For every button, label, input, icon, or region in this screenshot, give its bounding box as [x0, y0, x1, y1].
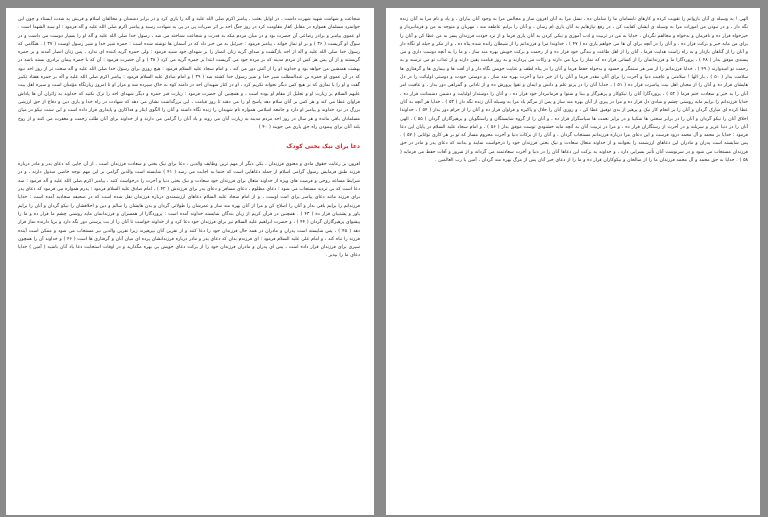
left-page: [6, 8, 374, 515]
left-page-paragraph-2: افزون بر رعایت حقوق مادی و معنوی فرزندان ، یکی دیگر از مهم ترین وظایف والدین ، دعا برای نیک بختی و سعادت فرزندان است . از آن جایی که دعای پدر و مادر درباره فرزند طبق فرمایش رسول گرامی اسلام از جمله دعاهایی است که حتما به اجابت می رسد ( ۴۱ ) شایسته است والدین گرامی بر این مهم توجه خاصی مبذول دارند ، و در شرایط مساعد روحی و فرصت های ویژه از خداوند متعال برای فرزندان خود سعادت و نیک بختی دنیا و آخرت را درخواست کنند ، پیامبر اکرم صلی الله علیه و آله فرمود : سه دعا است که بی تردید مستجاب می شود : دعای مظلوم ، دعای مسافر و دعای پدر برای فرزندش ( ۴۲ ) ، امام صادق علیه السلام فرمود : پدرم همواره می فرمود که دعای پدر برای فرزند مانند دعای پیامبر برای امت اوست ، و از امام سجاد علیه السلام دعاهای ارزشمندی درباره فرزندان نقل شده است که در صحیفه سجادیه آمده است : خدایا فرزندانم را برایم باقی بدار و آنان را اصلاح کن و مرا از آنان بهره مند ساز و عمرشان را طولانی گردان و بدن هایشان را سالم و دین و اخلاقشان را نیکو گردان و آنان را برایم یاور و پشتیبان قرار ده ( ۴۳ ) . همچنین در قرآن کریم از زبان بندگان شایسته خداوند آمده است : پروردگارا از همسران و فرزندانمان مایه روشنی چشم ما قرار ده و ما را پیشوای پرهیزگاران گردان ( ۴۴ ) ، و حضرت ابراهیم علیه السلام نیز برای فرزندان خود دعا کرد و از خداوند خواست تا آنان را از بت پرستی دور نگه دارد و برپا دارنده نماز قرار دهد ( ۴۵ ) ، پس شایسته است پدران و مادران در همه حال فرزندان خود را دعا کنند و از نفرین آنان بپرهیزند زیرا نفرین والدین نیز مستجاب می شود و ممکن است آینده فرزند را تباه کند ، و امام علی علیه السلام فرمود : ای فرزندم بدان که دعای پدر و مادر درباره فرزندانشان پرده ای میان آنان و گرفتاری ها است ( ۴۶ ) و خداوند آن را همچون سپری برای فرزندان قرار داده است ، پس ای پدران و مادران فرزندان خود را از برکت دعای خویش بی بهره مگذارید و در اوقات استجابت دعا یاد آنان باشید ( آمین ) خدایا دعای ما را بپذیر .: [18, 162, 361, 259]
left-page-paragraph-1: شجاعت و شهامت شهید شهرت داشت ، در اوایل بعثت ، پیامبر اکرم صلی الله علیه و آله را یاری کرد و در برابر دشمنان و مخالفان اسلام و قریش به شدت ایستاد و چون این جوانمرد مسلمان همواره در مقابل کفار مقاومت کرد در روز جنگ احد بر اثر ضربات پی در پی به شهادت رسید و پیامبر اکرم صلی الله علیه و آله فرمود : او سید الشهدا است . او عموی پیامبر و برادر رضاعی آن حضرت بود و در میان مردم مکه به قدرت و شجاعت شناخته می شد ، رسول خدا صلی الله علیه و آله او را بسیار دوست می داشت و در سوگ او گریست ( ۳۶ ) و بر او نماز خواند ، پیامبر فرمود : جبرئیل به من خبر داد که در آسمان ها نوشته شده است : حمزه شیر خدا و شیر رسول اوست ( ۳۷ ) . هنگامی که رسول خدا صلی الله علیه و آله از احد بازگشت و صدای گریه زنان انصار را بر شهدای خود شنید فرمود : ولی حمزه گریه کننده ای ندارد ، پس زنان انصار آمدند و بر حمزه گریستند و از آن پس هر کس از مردم مدینه که بر مرده خود می گریست ابتدا بر حمزه گریه می کرد ( ۳۸ ) و آن حضرت فرمود : آن که با حمزه پیمان برادری بسته باشد در بهشت همنشین من خواهد بود و خداوند او را از آتش دور می کند ، و امام سجاد علیه السلام فرمود : هیچ روزی برای رسول خدا صلی الله علیه و آله سخت تر از روز احد نبود که در آن عموی او حمزه بن عبدالمطلب شیر خدا و شیر رسول خدا کشته شد ( ۳۹ ) و امام صادق علیه السلام فرمود : پیامبر اکرم صلی الله علیه و آله بر حمزه هفتاد تکبیر گفت و او را با نمازی که بر هیچ کس دیگر نخواند تکریم کرد ، او در کنار شهیدان احد در دامنه کوه به خاک سپرده شد و مزار او تا امروز زیارتگاه مؤمنان است و سیره اهل بیت علیهم السلام بر زیارت او و تجلیل از مقام او بوده است ، و همچنین آن حضرت فرمود : زیارت قبر حمزه و دیگر شهدای احد را ترک نکنید که خداوند به زائران آن ها پاداش فراوان عطا می کند و هر کس بر آنان سلام دهد پاسخ او را می دهند تا روز قیامت ، این بزرگداشت نشان می دهد که شهادت در راه خدا و یاری دین و دفاع از حق ارزشی بزرگ در نزد خداوند و پیامبر او دارد و جامعه اسلامی همواره نام شهیدان را زنده نگاه داشته و آنان را الگوی ایثار و فداکاری و پایداری قرار داده است و این سنت نیکو در میان مسلمانان باقی مانده و هر سال در روز احد مردم مدینه به زیارت آنان می روند و یاد آنان را گرامی می دارند و از خداوند برای آنان طلب رحمت و مغفرت می کنند و از روح بلند آنان برای پیمودن راه حق یاری می جویند ( ۴۰ ): [18, 17, 361, 130]
right-page-paragraph-1: الهی ! به وسیله ی آنان بازوانم را تقویت کرده و کارهای نابسامان ما را سامان ده ، نسل مرا به آنان افزون ساز و مجالس مرا به وجود آنان بیارای ، و یاد و نام مرا به آنان زنده نگه دار ، و در نبودن من امورات مرا به وسیله ی ایشان کفایت کن ، در رفع نیازهایم به آنان یاری ام رسان ، و آنان را برایم عاطفه مند ، مهربان و متوجه به من و فرمانبردار و خیرخواه قرار ده و نافرمان و بدخواه و مخالفم نگردان ، خدایا به من در تربیت و ادب آموزی و نیکی کردن به آنان یاری فرما و از نزد خودت فرزندان پسر به من عطا کن و آنان را برای من مایه خیر و برکت قرار ده ، و آنان را در آنچه برای آن ها می خواهم یاری ده ( ۴۷ ) ، خداوندا مرا و فرزندانم را از شیطان رانده شده پناه ده ، و از مکر و حیله او نگاه دار و آنان را از گناهان بازدار و به راه راست هدایت فرما ، آنان را از اهل طاعت و بندگی خود قرار ده و از رحمت و برکت خویش بهره مند ساز ، و ما را به آنچه دوست داری و می پسندی موفق بدار ( ۴۸ ) ، پروردگارا ما و فرزندانمان را از کسانی قرار ده که نماز را برپا می دارند و زکات می پردازند و به روز قیامت یقین دارند و از عذاب تو می ترسند و به رحمت تو امیدوارند ( ۴۹ ) ، خدایا فرزندانم را از شر هر ستمگر و حسود و بدخواه حفظ فرما و آنان را در پناه لطف و عنایت خویش نگاه دار و از آفت ها و بیماری ها و گرفتاری ها سلامت بدار ( ۵۰ ) ، بار الها ! سلامتی و عافیت دنیا و آخرت را برای آنان مقدر فرما و آنان را از خیر دنیا و آخرت بهره مند ساز ، و دوستی خودت و دوستی اولیائت را در دل هایشان قرار ده و آنان را از محبان اهل بیت پیامبرت قرار ده ( ۵۱ ) ، خدایا آنان را در پرتو علم و دانش و ایمان و تقوا پرورش ده و از نادانی و گمراهی دور بدار ، و عاقبت امر آنان را به خیر و سعادت ختم فرما ( ۵۲ ) ، پروردگارا آنان را نیکوکار و پرهیزگار و بینا و شنوا و فرمانبردار خود قرار ده ، و آنان را دوستدار اولیایت و دشمن دشمنانت قرار ده ، خدایا فرزندانم را برایم مایه روشنی چشم و شادی دل قرار ده و مرا در پیری از آنان بهره مند ساز و پس از مرگم یاد مرا به وسیله آنان زنده نگه دار ( ۵۳ ) ، خدایا هر آنچه به آنان عطا کرده ای مبارک گردان و آنان را بر انجام کار نیک و پرهیز از بدی توفیق عطا کن ، و روزی آنان را حلال و پاکیزه و فراوان قرار ده و آنان را از حرام دور بدار ( ۵۴ ) ، خداوندا اخلاق آنان را نیکو گردان و آنان را در برابر سختی ها شکیبا و در برابر نعمت ها سپاسگزار قرار ده ، و آنان را از گروه شایستگان و راستگویان و پرهیزگاران گردان ( ۵۵ ) ، الهی آنان را در دنیا عزیز و سربلند و در آخرت از رستگاران قرار ده ، و مرا در تربیت آنان به آنچه مایه خشنودی توست موفق بدار ( ۵۶ ) ، و امام سجاد علیه السلام در پایان این دعا فرمود : خدایا بر محمد و آل محمد درود فرست و این دعای مرا درباره فرزندانم مستجاب گردان ، و آنان را از برکات دنیا و آخرت محروم مساز که تو بر هر کاری توانایی ( ۵۷ ) . پس شایسته است پدران و مادران این دعاهای ارزشمند را بخوانند و از خداوند متعال سعادت و نیک بختی فرزندان خود را درخواست نمایند و بدانند که دعای پدر و مادر در حق فرزندان مستجاب می شود و در سرنوشت آنان تأثیر بسزایی دارد ، و خداوند به برکت این دعاها آنان را در دنیا و آخرت سعادتمند می گرداند و از شرور و آفات حفظ می فرماید ( ۵۸ ) . خدایا به حق محمد و آل محمد فرزندان ما را از صالحان و نیکوکاران قرار ده و ما را از دعای خیر آنان پس از مرگ بهره مند گردان ، آمین یا رب العالمین .: [400, 17, 749, 164]
section-heading: دعا برای نیک بختی کودک: [286, 143, 360, 151]
right-page: [386, 8, 760, 515]
